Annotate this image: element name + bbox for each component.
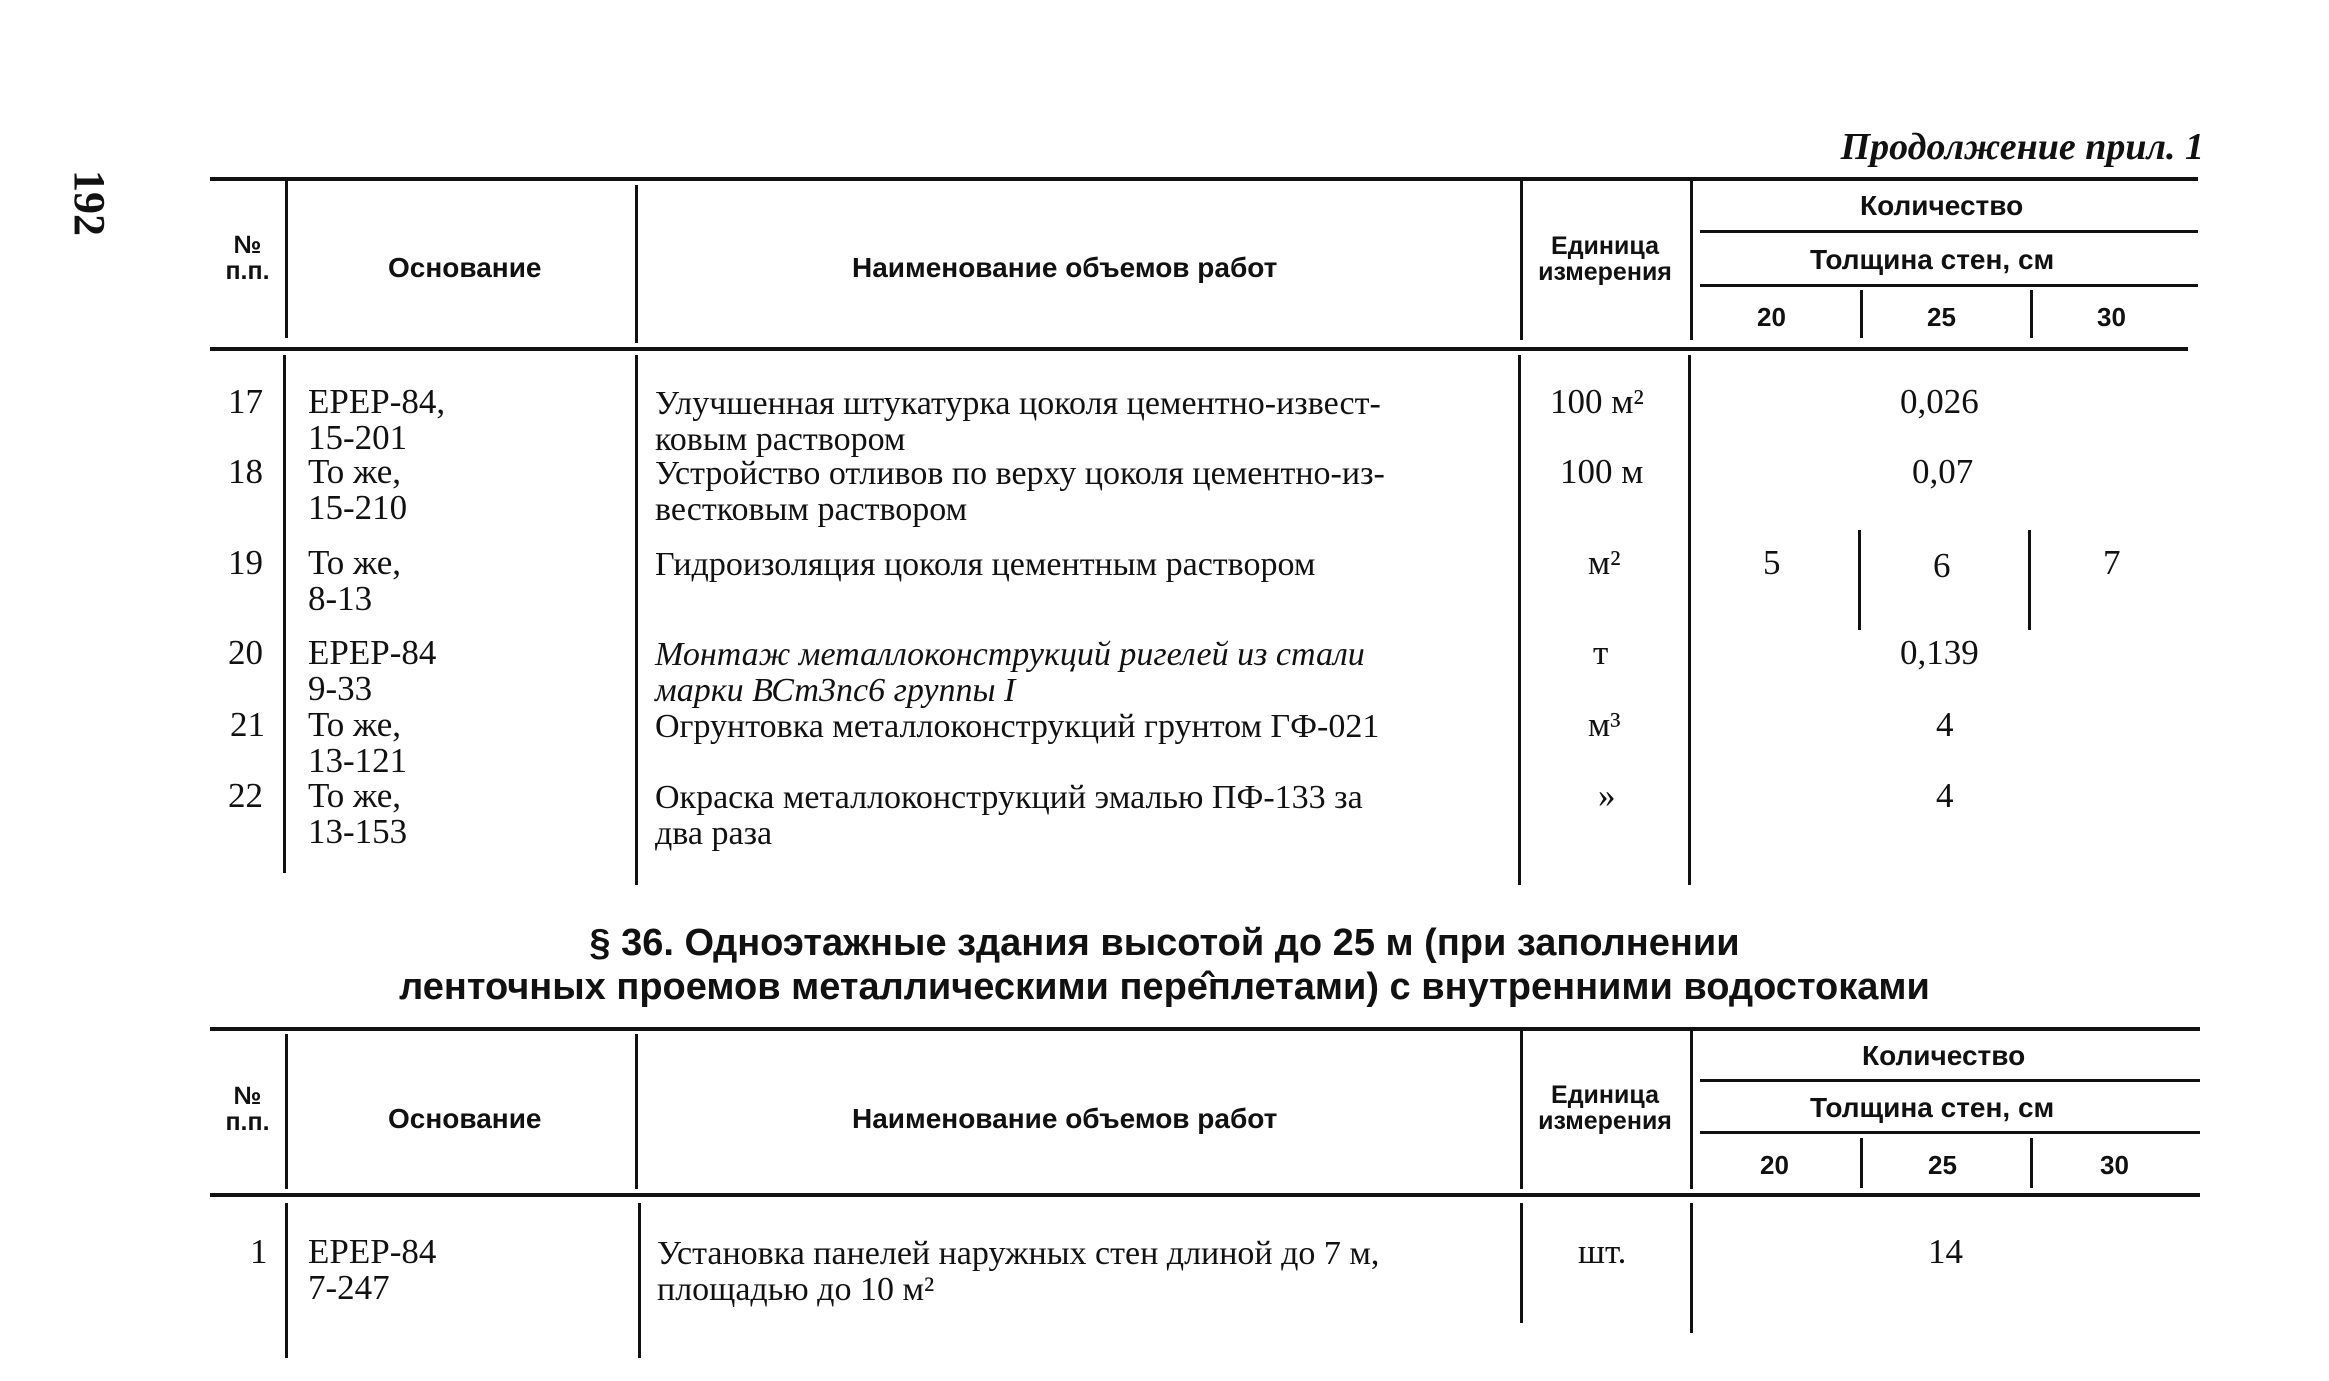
row-quantity-30: 7: [2103, 543, 2121, 582]
col-divider: [1690, 1030, 1693, 1189]
header-work: Наименование объемов работ: [852, 252, 1278, 283]
table-top-rule: [210, 1027, 2200, 1031]
row-number: 21: [230, 705, 265, 744]
header-quantity: Количество: [1862, 1040, 2026, 1071]
row-number: 1: [250, 1232, 268, 1271]
header-t20: 20: [1760, 1150, 1789, 1180]
row-work: Устройство отливов по верху цоколя цементно-из- вестковым раствором: [655, 455, 1385, 528]
page-number: 192: [65, 170, 114, 236]
col-divider: [1690, 1203, 1693, 1333]
row-number: 20: [228, 633, 263, 672]
header-t25: 25: [1927, 302, 1956, 332]
quantity-rule: [1700, 230, 2198, 233]
row-work: Окраска металлоконструкций эмалью ПФ-133 за два раза: [655, 779, 1363, 852]
row-quantity: 0,026: [1900, 382, 1979, 421]
row-basis: То же, 13-153: [308, 776, 408, 851]
col-divider: [635, 355, 638, 885]
header-t30: 30: [2100, 1150, 2129, 1180]
header-t25: 25: [1928, 1150, 1957, 1180]
row-unit: 100 м²: [1550, 382, 1644, 421]
header-thickness: Толщина стен, см: [1810, 1092, 2055, 1123]
row-unit: »: [1598, 776, 1616, 815]
row-basis: ЕРЕР-84, 15-201: [308, 382, 446, 457]
continuation-label: Продолжение прил. 1: [1840, 126, 2204, 168]
row-number: 17: [228, 382, 263, 421]
table-top-rule: [210, 177, 2198, 181]
col-divider: [1688, 355, 1691, 885]
thickness-rule: [1700, 1131, 2200, 1134]
row-basis: ЕРЕР-84 9-33: [308, 633, 437, 708]
row-number: 22: [228, 776, 263, 815]
row-number: 19: [228, 543, 263, 582]
row-quantity: 0,07: [1912, 452, 1974, 491]
header-basis: Основание: [388, 1103, 542, 1134]
row-unit: т: [1593, 633, 1609, 672]
col-divider: [1520, 1030, 1523, 1189]
header-quantity: Количество: [1860, 190, 2024, 221]
row-basis: То же, 8-13: [308, 543, 402, 618]
thickness-rule: [1700, 284, 2198, 287]
header-t20: 20: [1757, 302, 1786, 332]
col-divider: [1860, 290, 1863, 338]
col-divider: [1520, 180, 1523, 340]
row-quantity: 4: [1936, 705, 1954, 744]
col-divider: [638, 1203, 641, 1358]
row-quantity: 14: [1928, 1232, 1963, 1271]
row-unit: м²: [1588, 543, 1621, 582]
row-basis: ЕРЕР-84 7-247: [308, 1232, 437, 1307]
col-divider: [2030, 290, 2033, 338]
header-unit: Единица измерения: [1538, 1081, 1672, 1135]
header-num: № п.п.: [225, 231, 270, 285]
row-unit: м³: [1588, 705, 1621, 744]
header-unit: Единица измерения: [1538, 232, 1672, 286]
col-divider: [285, 1203, 288, 1358]
header-basis: Основание: [388, 252, 542, 283]
row-quantity-25: 6: [1933, 546, 1951, 585]
row-basis: То же, 13-121: [308, 705, 408, 780]
col-divider: [283, 355, 286, 873]
row-number: 18: [228, 452, 263, 491]
col-divider: [2028, 530, 2031, 630]
row-work: Монтаж металлоконструкций ригелей из стали марки ВСт3пс6 группы I: [655, 636, 1365, 709]
col-divider: [1858, 530, 1861, 630]
row-work: Гидроизоляция цоколя цементным раствором: [655, 546, 1316, 583]
row-quantity-20: 5: [1763, 543, 1781, 582]
col-divider: [1860, 1138, 1863, 1188]
row-basis: То же, 15-210: [308, 452, 408, 527]
col-divider: [1518, 355, 1521, 885]
row-quantity: 0,139: [1900, 633, 1979, 672]
row-unit: шт.: [1578, 1232, 1627, 1271]
header-bottom-rule: [210, 1193, 2200, 1197]
row-work: Огрунтовка металлоконструкций грунтом ГФ-021: [655, 708, 1380, 745]
col-divider: [285, 180, 288, 338]
header-work: Наименование объемов работ: [852, 1103, 1278, 1134]
header-num: № п.п.: [225, 1082, 270, 1136]
header-bottom-rule: [210, 347, 2188, 351]
col-divider: [285, 1034, 288, 1189]
quantity-rule: [1700, 1079, 2200, 1082]
col-divider: [2030, 1138, 2033, 1188]
col-divider: [635, 1034, 638, 1189]
header-thickness: Толщина стен, см: [1810, 244, 2055, 275]
section-title-line-2: ленточных проемов металлическими пере̂плетами) с внутренними водостоками: [399, 966, 1930, 1008]
row-unit: 100 м: [1560, 452, 1644, 491]
row-work: Установка панелей наружных стен длиной до 7 м, площадью до 10 м²: [657, 1235, 1380, 1308]
col-divider: [635, 185, 638, 343]
row-work: Улучшенная штукатурка цоколя цементно-извест- ковым раствором: [655, 385, 1381, 458]
row-quantity: 4: [1936, 776, 1954, 815]
col-divider: [1520, 1203, 1523, 1323]
section-title-line-1: § 36. Одноэтажные здания высотой до 25 м (при заполнении: [589, 922, 1740, 964]
col-divider: [1690, 180, 1693, 340]
header-t30: 30: [2097, 302, 2126, 332]
